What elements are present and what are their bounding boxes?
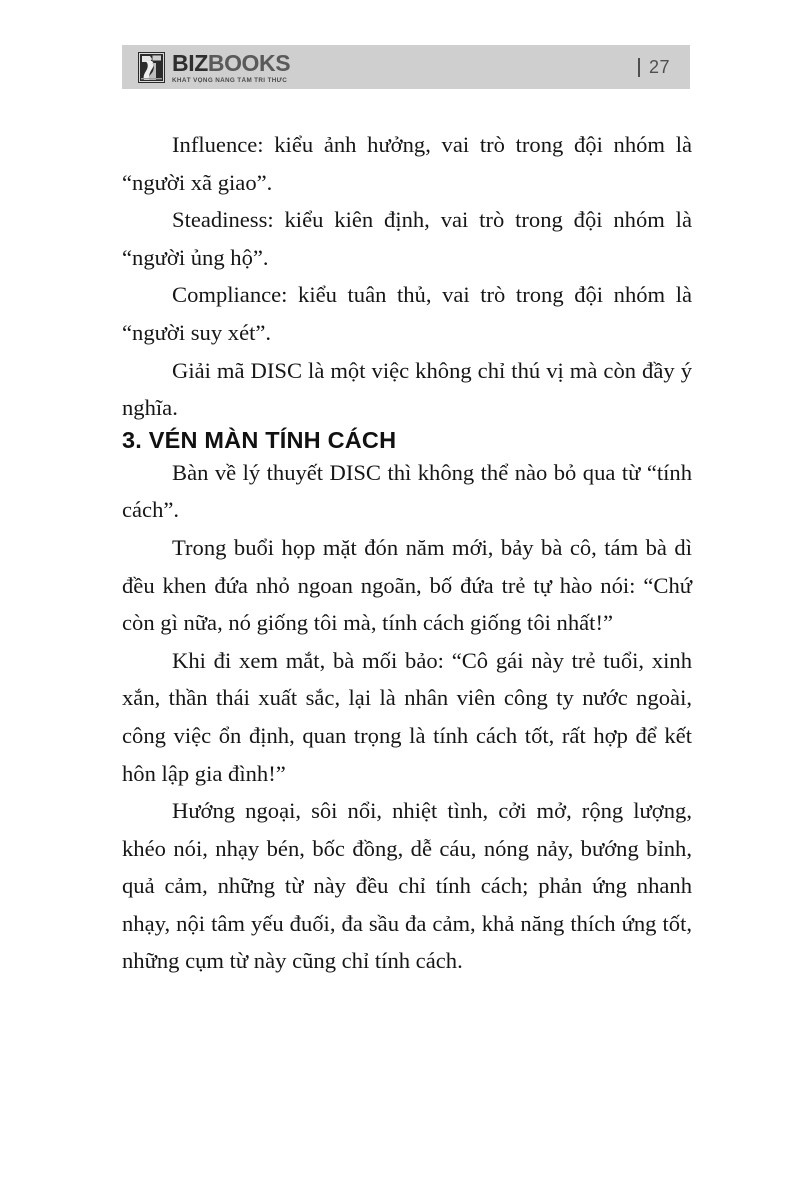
paragraph-compliance: Compliance: kiểu tuân thủ, vai trò trong đội nhóm là “người suy xét”. [122, 282, 692, 345]
text-column [122, 126, 692, 980]
book-emblem-icon [138, 52, 165, 83]
brand-logo [138, 50, 290, 84]
paragraph-traits-list: Hướng ngoại, sôi nổi, nhiệt tình, cởi mở, rộng lượng, khéo nói, nhạy bén, bốc đồng, dễ cáu, nóng nảy, bướng bỉnh, quả cảm, những từ này đều chỉ tính cách; phản ứng nhanh nhạy, nội tâm yếu đuối, đa sầu đa cảm, khả năng thích ứng tốt, những cụm từ này cũng chỉ tính cách. [122, 798, 692, 974]
brand-wordmark [172, 49, 291, 76]
paragraph-influence: Influence: kiểu ảnh hưởng, vai trò trong đội nhóm là “người xã giao”. [122, 132, 692, 195]
paragraph-steadiness: Steadiness: kiểu kiên định, vai trò trong đội nhóm là “người ủng hộ”. [122, 207, 692, 270]
page-folio [638, 57, 670, 78]
brand-wordmark-books: BOOKS [207, 49, 291, 76]
brand-text [172, 50, 290, 84]
page-number: 27 [648, 56, 670, 77]
page-header [122, 45, 690, 89]
paragraph-disc-theory: Bàn về lý thuyết DISC thì không thể nào bỏ qua từ “tính cách”. [122, 459, 692, 523]
paragraph-new-year-gathering: Trong buổi họp mặt đón năm mới, bảy bà cô, tám bà dì đều khen đứa nhỏ ngoan ngoãn, bố đứa trẻ tự hào nói: “Chứ còn gì nữa, nó giống tôi mà, tính cách giống tôi nhất!” [122, 534, 692, 636]
brand-tagline: KHÁT VỌNG NÂNG TẦM TRI THỨC [172, 76, 288, 84]
brand-wordmark-biz: BIZ [172, 49, 208, 76]
paragraph-matchmaker: Khi đi xem mắt, bà mối bảo: “Cô gái này trẻ tuổi, xinh xắn, thần thái xuất sắc, lại là nhân viên công ty nước ngoài, công việc ổn định, quan trọng là tính cách tốt, rất hợp để kết hôn lập gia đình!” [122, 647, 692, 786]
paragraph-disc-summary: Giải mã DISC là một việc không chỉ thú vị mà còn đầy ý nghĩa. [122, 357, 692, 421]
folio-separator-rule [638, 58, 640, 77]
section-heading: 3. VÉN MÀN TÍNH CÁCH [122, 426, 397, 453]
